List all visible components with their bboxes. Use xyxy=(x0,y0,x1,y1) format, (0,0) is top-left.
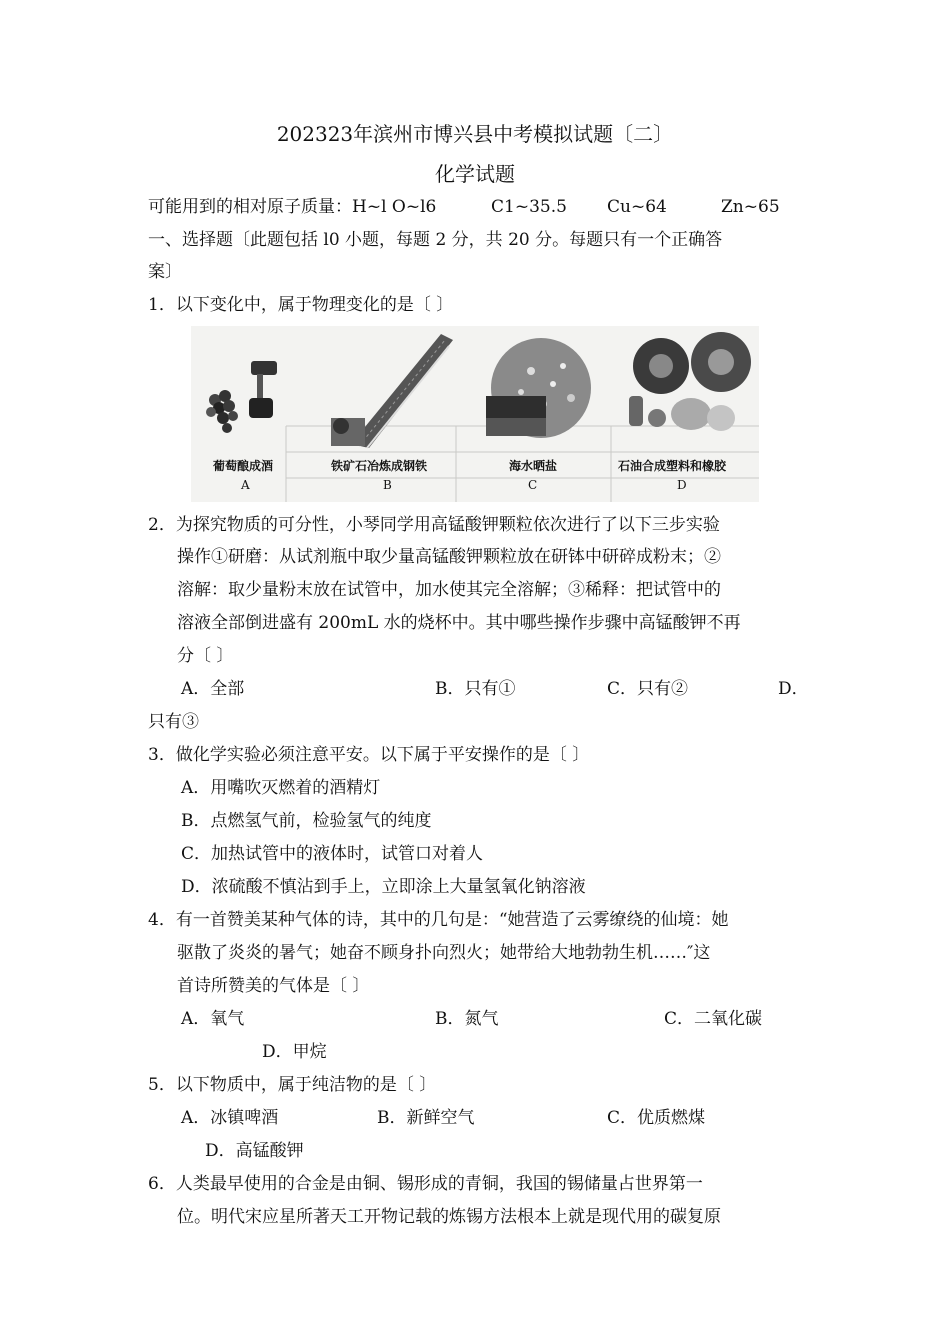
question-2-option-c: C．只有② xyxy=(607,679,689,699)
question-3-stem: 3．做化学实验必须注意平安。以下属于平安操作的是〔 〕 xyxy=(148,745,590,765)
question-2-option-d-text: 只有③ xyxy=(148,712,199,732)
atomic-mass-c: C1~35.5 xyxy=(491,197,567,217)
question-3-option-c: C．加热试管中的液体时，试管口对着人 xyxy=(181,844,484,864)
sea-salt-icon xyxy=(486,338,591,438)
question-5-option-c: C．优质燃煤 xyxy=(607,1108,706,1128)
question-2-line-1: 2．为探究物质的可分性，小琴同学用高锰酸钾颗粒依次进行了以下三步实验 xyxy=(148,515,720,535)
figure-letter-c: C xyxy=(528,478,538,492)
question-2-line-2: 操作①研磨：从试剂瓶中取少量高锰酸钾颗粒放在研钵中研碎成粉末；② xyxy=(177,547,721,567)
figure-caption-c: 海水晒盐 xyxy=(509,459,558,473)
figure-caption-b: 铁矿石冶炼成钢铁 xyxy=(331,459,428,473)
question-4-line-2: 驱散了炎炎的暑气；她奋不顾身扑向烈火；她带给大地勃勃生机……″这 xyxy=(177,943,711,963)
question-5-stem: 5．以下物质中，属于纯洁物的是〔 〕 xyxy=(148,1075,437,1095)
atomic-mass-cu: Cu~64 xyxy=(607,197,667,217)
question-4-line-3: 首诗所赞美的气体是〔 〕 xyxy=(177,976,370,996)
figure-letter-d: D xyxy=(677,478,687,492)
page-title: 202323年滨州市博兴县中考模拟试题〔二〕 xyxy=(276,122,674,146)
question-3-option-b: B．点燃氢气前，检验氢气的纯度 xyxy=(181,811,432,831)
question-2-option-a: A．全部 xyxy=(181,679,245,699)
question-5-option-d: D．高锰酸钾 xyxy=(205,1141,304,1161)
petroleum-products-icon xyxy=(629,332,751,431)
grape-wine-icon xyxy=(206,361,277,433)
atomic-mass-label: 可能用到的相对原子质量：H~l O~l6 xyxy=(148,197,437,217)
atomic-mass-zn: Zn~65 xyxy=(721,197,780,217)
question-4-line-1: 4．有一首赞美某种气体的诗，其中的几句是：“她营造了云雾缭绕的仙境：她 xyxy=(148,910,729,930)
steel-mill-icon xyxy=(331,334,453,448)
question-6-line-1: 6．人类最早使用的合金是由铜、锡形成的青铜，我国的锡储量占世界第一 xyxy=(148,1174,703,1194)
question-4-option-d: D．甲烷 xyxy=(262,1042,327,1062)
figure-caption-a: 葡萄酿成酒 xyxy=(213,459,274,473)
question-2-line-5: 分〔 〕 xyxy=(177,646,234,666)
question-6-line-2: 位。明代宋应星所著天工开物记载的炼锡方法根本上就是现代用的碳复原 xyxy=(177,1207,721,1227)
question-4-option-b: B．氮气 xyxy=(435,1009,499,1029)
figure-letter-b: B xyxy=(383,478,392,492)
section-heading-cont: 案〕 xyxy=(148,262,182,282)
figure-caption-d: 石油合成塑料和橡胶 xyxy=(618,459,727,473)
section-heading: 一、选择题〔此题包括 l0 小题，每题 2 分，共 20 分。每题只有一个正确答 xyxy=(148,230,723,250)
figure-background-table-icon xyxy=(191,326,759,502)
question-2-line-3: 溶解：取少量粉末放在试管中，加水使其完全溶解；③稀释：把试管中的 xyxy=(177,580,721,600)
question-4-option-c: C．二氧化碳 xyxy=(664,1009,763,1029)
question-5-option-a: A．冰镇啤酒 xyxy=(181,1108,279,1128)
question-3-option-d: D．浓硫酸不慎沾到手上，立即涂上大量氢氧化钠溶液 xyxy=(181,877,586,897)
question-1-stem: 1．以下变化中，属于物理变化的是〔 〕 xyxy=(148,295,454,315)
question-2-line-4: 溶液全部倒进盛有 200mL 水的烧杯中。其中哪些操作步骤中高锰酸钾不再 xyxy=(177,613,741,633)
question-2-option-d: D． xyxy=(778,679,809,699)
question-2-option-b: B．只有① xyxy=(435,679,516,699)
figure-letter-a: A xyxy=(241,478,250,492)
question-3-option-a: A．用嘴吹灭燃着的酒精灯 xyxy=(181,778,381,798)
page-subtitle: 化学试题 xyxy=(435,162,515,186)
question-4-option-a: A．氧气 xyxy=(181,1009,245,1029)
question-5-option-b: B．新鲜空气 xyxy=(377,1108,475,1128)
question-1-figure xyxy=(191,326,759,502)
